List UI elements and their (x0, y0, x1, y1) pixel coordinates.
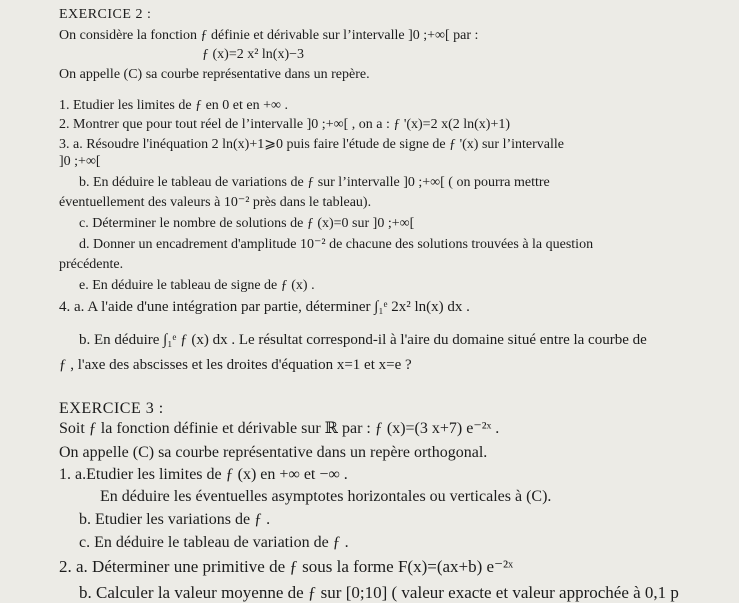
ex3-question-1b: b. Etudier les variations de ƒ . (79, 511, 271, 528)
ex3-question-2b: b. Calculer la valeur moyenne de ƒ sur [0;10] ( valeur exacte et valeur approchée à 0,1 p (79, 583, 679, 602)
ex2-question-4b-cont: ƒ , l'axe des abscisses et les droites d'équation x=1 et x=e ? (59, 357, 412, 373)
ex2-question-3a: 3. a. Résoudre l'inéquation 2 ln(x)+1⩾0 puis faire l'étude de signe de ƒ '(x) sur l’intervalle (59, 137, 564, 152)
ex3-question-1c: c. En déduire le tableau de variation de ƒ . (79, 534, 349, 551)
ex2-question-3c: c. Déterminer le nombre de solutions de ƒ (x)=0 sur ]0 ;+∞[ (79, 216, 415, 231)
ex2-question-1: 1. Etudier les limites de ƒ en 0 et en +∞ . (59, 98, 288, 113)
ex2-question-3b: b. En déduire le tableau de variations de ƒ sur l’intervalle ]0 ;+∞[ ( on pourra mettre (79, 175, 550, 190)
ex2-question-3e: e. En déduire le tableau de signe de ƒ (x) . (79, 278, 315, 293)
ex3-intro-line: Soit ƒ la fonction définie et dérivable sur ℝ par : ƒ (x)=(3 x+7) e⁻²ˣ . (59, 420, 500, 437)
ex3-question-2a: 2. a. Déterminer une primitive de ƒ sous la forme F(x)=(ax+b) e⁻²ˣ (59, 557, 514, 576)
ex2-curve-line: On appelle (C) sa courbe représentative dans un repère. (59, 67, 370, 82)
ex2-question-3d-cont: précédente. (59, 257, 124, 272)
ex3-question-1a-cont: En déduire les éventuelles asymptotes horizontales ou verticales à (C). (100, 488, 552, 505)
exercise-3-title: EXERCICE 3 : (59, 400, 164, 417)
ex2-question-4a: 4. a. A l'aide d'une intégration par partie, déterminer ∫₁ᵉ 2x² ln(x) dx . (59, 299, 470, 315)
ex3-curve-line: On appelle (C) sa courbe représentative dans un repère orthogonal. (59, 444, 488, 461)
ex2-question-2: 2. Montrer que pour tout réel de l’intervalle ]0 ;+∞[ , on a : ƒ '(x)=2 x(2 ln(x)+1) (59, 117, 511, 132)
ex2-question-3a-interval: ]0 ;+∞[ (59, 154, 101, 169)
ex2-intro-line: On considère la fonction ƒ définie et dérivable sur l’intervalle ]0 ;+∞[ par : (59, 28, 479, 43)
ex2-question-3b-cont: éventuellement des valeurs à 10⁻² près dans le tableau). (59, 195, 372, 210)
ex2-question-4b: b. En déduire ∫₁ᵉ ƒ (x) dx . Le résultat correspond-il à l'aire du domaine situé entre la courbe de (79, 332, 647, 348)
exercise-2-title: EXERCICE 2 : (59, 7, 152, 22)
ex2-function-definition: ƒ (x)=2 x² ln(x)−3 (202, 47, 305, 62)
ex3-question-1a: 1. a.Etudier les limites de ƒ (x) en +∞ et −∞ . (59, 466, 348, 483)
ex2-question-3d: d. Donner un encadrement d'amplitude 10⁻² de chacune des solutions trouvées à la question (79, 237, 594, 252)
